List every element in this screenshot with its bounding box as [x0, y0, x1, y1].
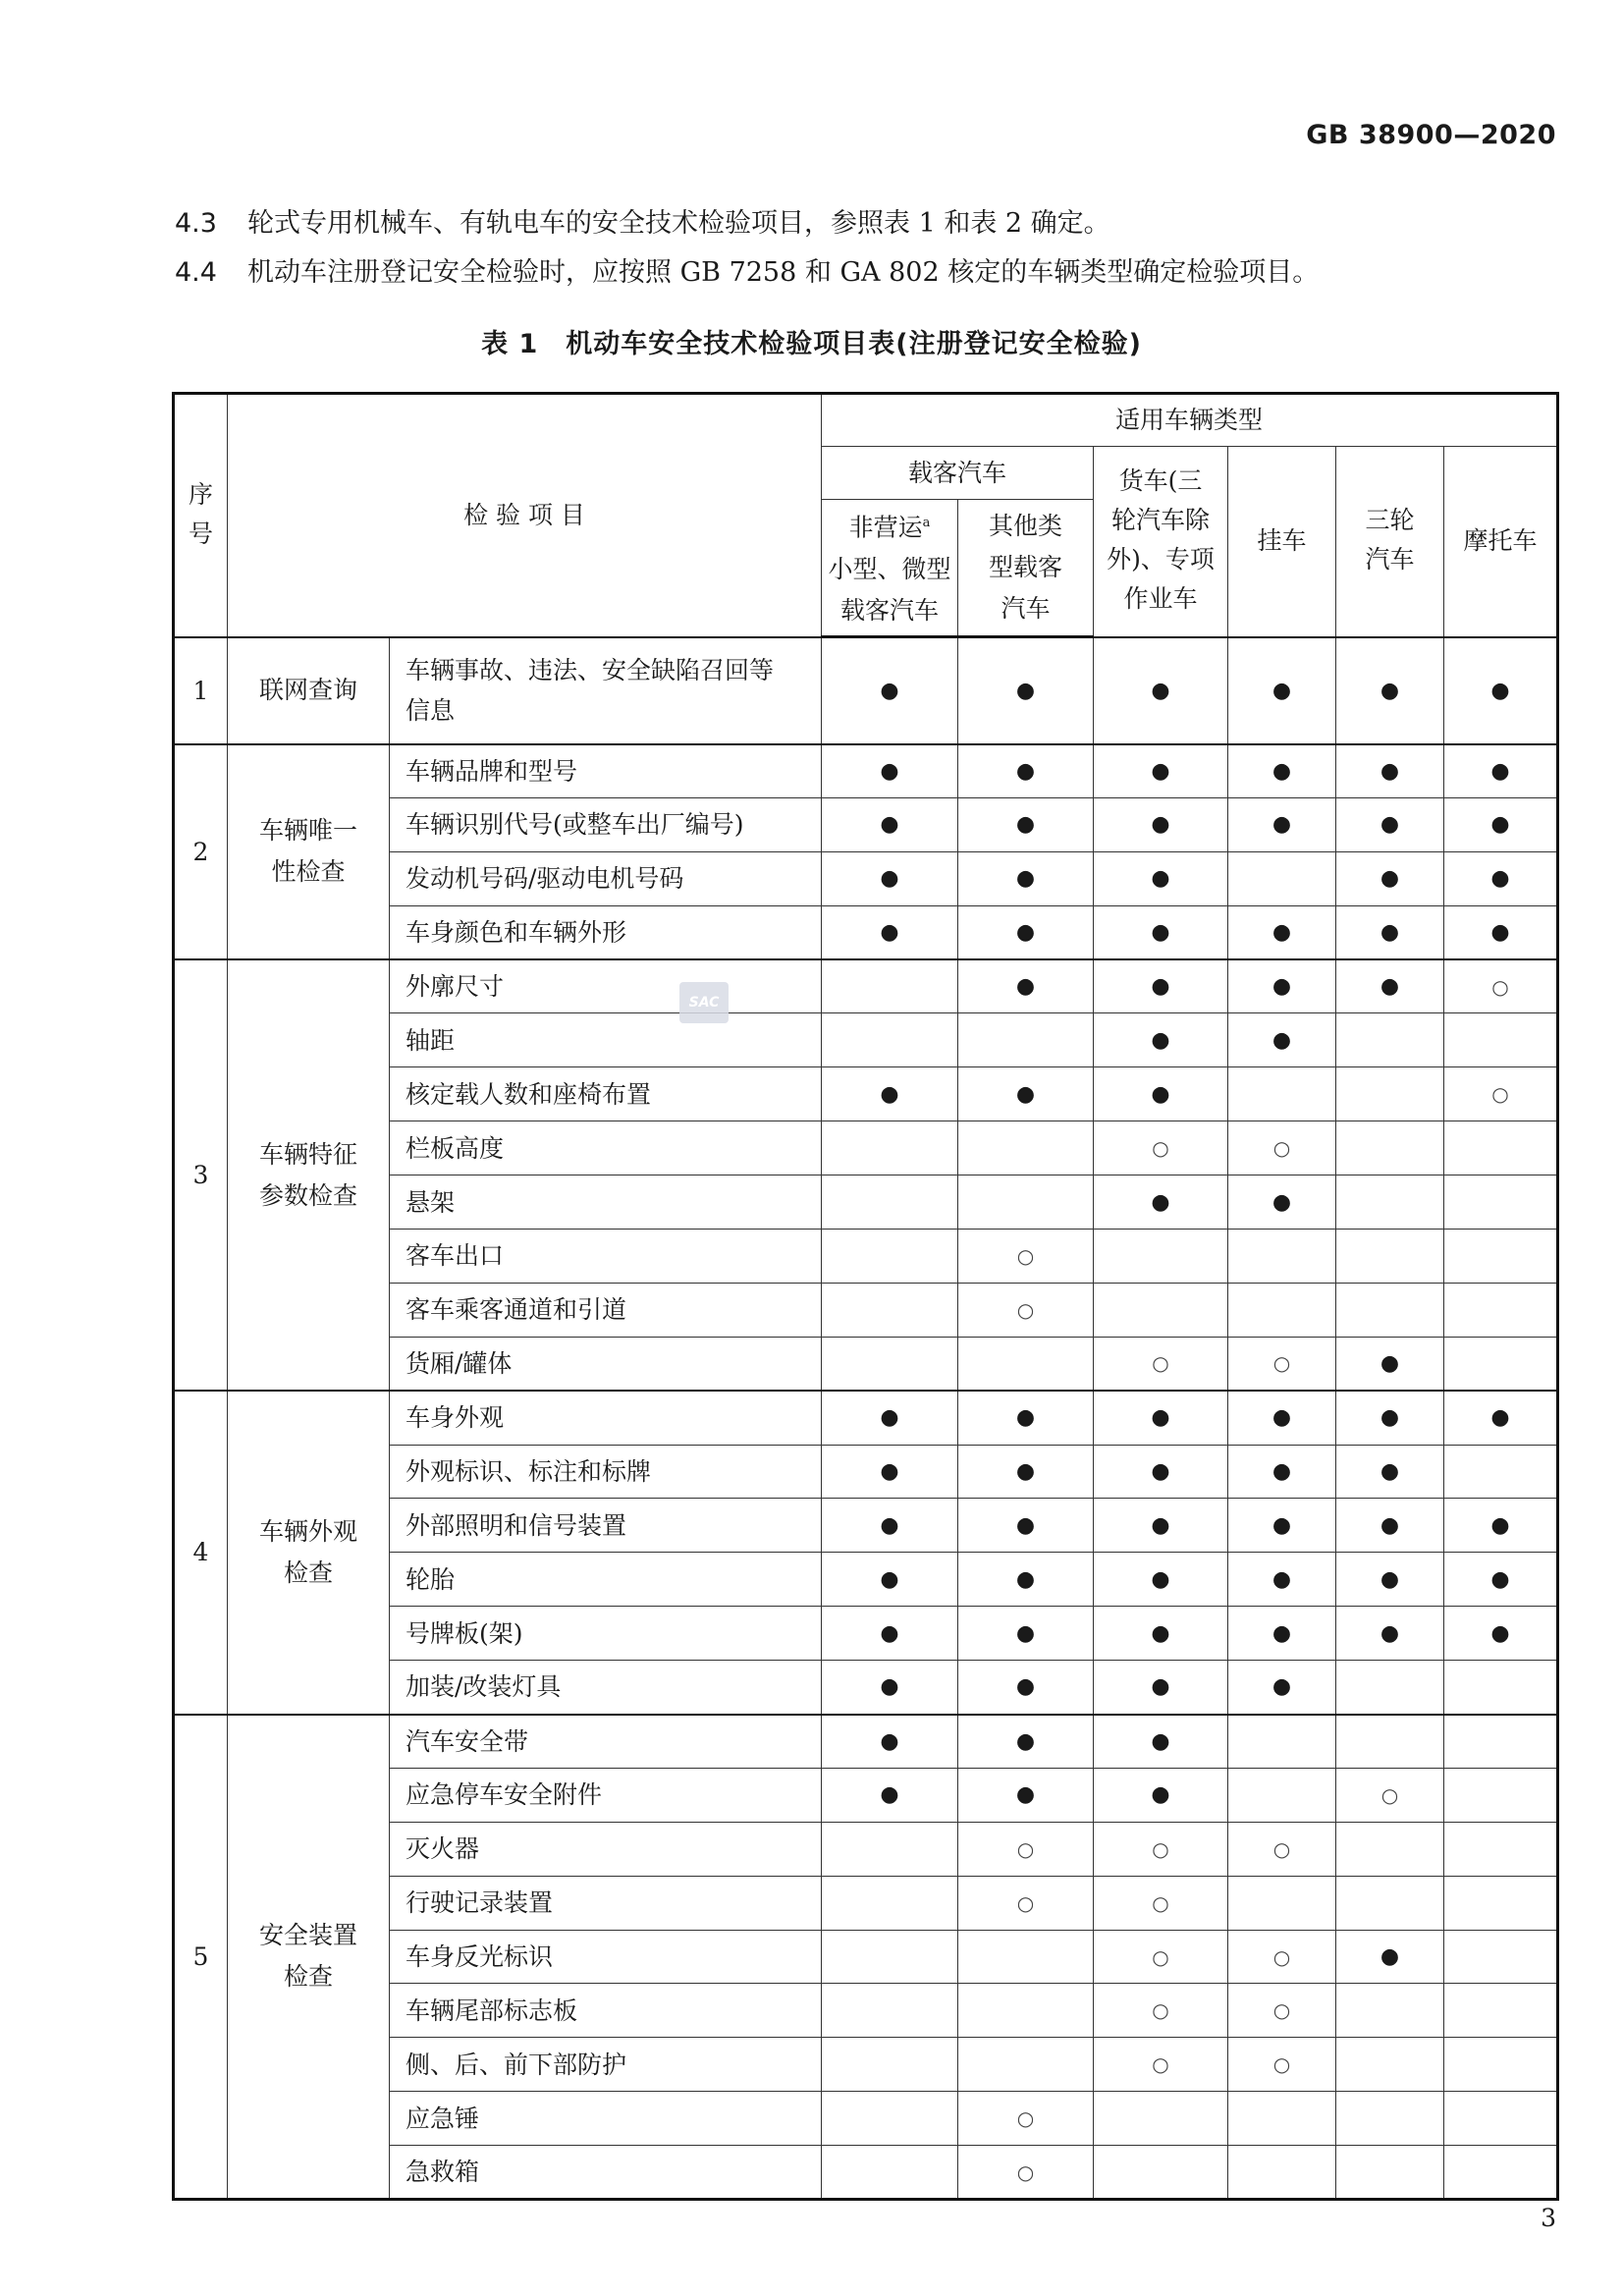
required-mark: ● — [1336, 797, 1444, 851]
required-mark: ● — [822, 1768, 958, 1822]
required-mark: ● — [1228, 1607, 1336, 1661]
optional-mark: ○ — [1444, 959, 1558, 1013]
optional-mark: ○ — [958, 1230, 1094, 1284]
required-mark: ● — [958, 797, 1094, 851]
inspection-item: 外廓尺寸 — [390, 959, 822, 1013]
required-mark: ● — [958, 1067, 1094, 1121]
empty-cell — [822, 2092, 958, 2146]
required-mark: ● — [1444, 797, 1558, 851]
empty-cell — [1228, 2146, 1336, 2200]
inspection-item: 应急停车安全附件 — [390, 1768, 822, 1822]
inspection-item: 车辆事故、违法、安全缺陷召回等 信息 — [390, 637, 822, 744]
empty-cell — [1336, 1876, 1444, 1930]
header-non-commercial-small: 非营运$^a$ 小型、微型 载客汽车 — [822, 500, 958, 637]
required-mark: ● — [1444, 851, 1558, 905]
required-mark: ● — [1336, 851, 1444, 905]
required-mark: ● — [958, 1661, 1094, 1715]
required-mark: ● — [1094, 959, 1228, 1013]
optional-mark: ○ — [1228, 1984, 1336, 2038]
empty-cell — [822, 1337, 958, 1391]
inspection-item: 灭火器 — [390, 1822, 822, 1876]
required-mark: ● — [958, 905, 1094, 959]
inspection-item: 应急锤 — [390, 2092, 822, 2146]
required-mark: ● — [1094, 851, 1228, 905]
empty-cell — [1444, 1768, 1558, 1822]
header-trailers: 挂车 — [1228, 447, 1336, 637]
required-mark: ● — [1444, 1499, 1558, 1553]
inspection-item: 车辆识别代号(或整车出厂编号) — [390, 797, 822, 851]
inspection-item: 车身外观 — [390, 1391, 822, 1445]
required-mark: ● — [1228, 905, 1336, 959]
required-mark: ● — [1094, 1445, 1228, 1499]
empty-cell — [822, 2038, 958, 2092]
clause-number: 4.4 — [175, 257, 217, 288]
required-mark: ● — [958, 1391, 1094, 1445]
empty-cell — [1228, 1715, 1336, 1769]
group-name: 车辆外观 检查 — [228, 1391, 390, 1714]
header-motorcycles: 摩托车 — [1444, 447, 1558, 637]
inspection-item: 外部照明和信号装置 — [390, 1499, 822, 1553]
page-number: 3 — [1541, 2204, 1556, 2232]
required-mark: ● — [1094, 1391, 1228, 1445]
required-mark: ● — [958, 637, 1094, 744]
clause-text: 轮式专用机械车、有轨电车的安全技术检验项目，参照表 1 和表 2 确定。 — [247, 208, 1110, 239]
optional-mark: ○ — [1228, 2038, 1336, 2092]
inspection-item: 轮胎 — [390, 1553, 822, 1607]
required-mark: ● — [1228, 1553, 1336, 1607]
optional-mark: ○ — [958, 1283, 1094, 1337]
required-mark: ● — [1094, 1553, 1228, 1607]
empty-cell — [1336, 1175, 1444, 1230]
empty-cell — [958, 1175, 1094, 1230]
empty-cell — [1336, 2038, 1444, 2092]
table-row — [174, 959, 1558, 1013]
required-mark: ● — [1094, 1067, 1228, 1121]
clause-4-4 — [175, 250, 1319, 289]
group-seq: 2 — [174, 744, 228, 960]
required-mark: ● — [1094, 744, 1228, 798]
required-mark: ● — [1228, 1499, 1336, 1553]
required-mark: ● — [822, 637, 958, 744]
empty-cell — [1444, 2092, 1558, 2146]
group-seq: 1 — [174, 637, 228, 744]
empty-cell — [1444, 1984, 1558, 2038]
required-mark: ● — [822, 1391, 958, 1445]
empty-cell — [822, 1876, 958, 1930]
required-mark: ● — [1094, 1768, 1228, 1822]
table-row — [174, 637, 1558, 744]
group-name: 安全装置 检查 — [228, 1715, 390, 2200]
empty-cell — [1444, 1121, 1558, 1175]
empty-cell — [1444, 2038, 1558, 2092]
required-mark: ● — [958, 1768, 1094, 1822]
required-mark: ● — [1228, 1391, 1336, 1445]
table-row — [174, 744, 1558, 798]
empty-cell — [822, 2146, 958, 2200]
empty-cell — [1228, 1768, 1336, 1822]
empty-cell — [958, 1984, 1094, 2038]
header-seq: 序 号 — [174, 394, 228, 637]
empty-cell — [1336, 1984, 1444, 2038]
group-name: 车辆特征 参数检查 — [228, 959, 390, 1391]
empty-cell — [958, 1930, 1094, 1984]
inspection-table — [172, 392, 1559, 2201]
required-mark: ● — [1228, 637, 1336, 744]
required-mark: ● — [822, 744, 958, 798]
header-applicable-types: 适用车辆类型 — [822, 394, 1558, 447]
empty-cell — [822, 959, 958, 1013]
required-mark: ● — [1444, 637, 1558, 744]
empty-cell — [1444, 1013, 1558, 1067]
optional-mark: ○ — [1228, 1121, 1336, 1175]
empty-cell — [1228, 1230, 1336, 1284]
inspection-item: 悬架 — [390, 1175, 822, 1230]
required-mark: ● — [1336, 1391, 1444, 1445]
required-mark: ● — [958, 959, 1094, 1013]
required-mark: ● — [1336, 1553, 1444, 1607]
empty-cell — [1336, 1715, 1444, 1769]
required-mark: ● — [1336, 959, 1444, 1013]
empty-cell — [1228, 1283, 1336, 1337]
required-mark: ● — [1094, 1499, 1228, 1553]
empty-cell — [1444, 1337, 1558, 1391]
required-mark: ● — [1228, 1445, 1336, 1499]
inspection-item: 车身反光标识 — [390, 1930, 822, 1984]
inspection-item: 车辆品牌和型号 — [390, 744, 822, 798]
optional-mark: ○ — [1228, 1337, 1336, 1391]
empty-cell — [958, 2038, 1094, 2092]
sac-watermark-logo: SAC — [679, 982, 729, 1023]
table-row — [174, 1715, 1558, 1769]
clause-text: 机动车注册登记安全检验时，应按照 GB 7258 和 GA 802 核定的车辆类型确定检验项目。 — [247, 257, 1320, 288]
group-seq: 5 — [174, 1715, 228, 2200]
empty-cell — [822, 1283, 958, 1337]
inspection-item: 栏板高度 — [390, 1121, 822, 1175]
required-mark: ● — [1094, 1175, 1228, 1230]
clause-number: 4.3 — [175, 208, 217, 239]
empty-cell — [1444, 1715, 1558, 1769]
required-mark: ● — [1336, 1930, 1444, 1984]
header-item: 检 验 项 目 — [228, 394, 822, 637]
required-mark: ● — [822, 1553, 958, 1607]
required-mark: ● — [958, 1445, 1094, 1499]
inspection-item: 车身颜色和车辆外形 — [390, 905, 822, 959]
required-mark: ● — [1444, 905, 1558, 959]
empty-cell — [1444, 1230, 1558, 1284]
required-mark: ● — [1094, 1013, 1228, 1067]
required-mark: ● — [822, 1067, 958, 1121]
required-mark: ● — [1094, 905, 1228, 959]
group-name: 车辆唯一 性检查 — [228, 744, 390, 960]
empty-cell — [1228, 1067, 1336, 1121]
empty-cell — [1444, 1445, 1558, 1499]
required-mark: ● — [1444, 1607, 1558, 1661]
table-row — [174, 1391, 1558, 1445]
inspection-item: 客车出口 — [390, 1230, 822, 1284]
required-mark: ● — [1336, 1445, 1444, 1499]
table-body — [174, 637, 1558, 2200]
empty-cell — [1444, 1822, 1558, 1876]
required-mark: ● — [822, 797, 958, 851]
empty-cell — [822, 1930, 958, 1984]
empty-cell — [1094, 2092, 1228, 2146]
inspection-item: 车辆尾部标志板 — [390, 1984, 822, 2038]
empty-cell — [1444, 1283, 1558, 1337]
required-mark: ● — [1228, 959, 1336, 1013]
empty-cell — [1336, 2146, 1444, 2200]
optional-mark: ○ — [1094, 1121, 1228, 1175]
empty-cell — [1336, 1822, 1444, 1876]
empty-cell — [1094, 1230, 1228, 1284]
required-mark: ● — [958, 851, 1094, 905]
required-mark: ● — [1444, 744, 1558, 798]
empty-cell — [1444, 1930, 1558, 1984]
empty-cell — [1444, 2146, 1558, 2200]
required-mark: ● — [958, 744, 1094, 798]
empty-cell — [1094, 1283, 1228, 1337]
empty-cell — [958, 1337, 1094, 1391]
required-mark: ● — [1336, 905, 1444, 959]
required-mark: ● — [1444, 1391, 1558, 1445]
empty-cell — [822, 1175, 958, 1230]
inspection-item: 行驶记录装置 — [390, 1876, 822, 1930]
empty-cell — [1228, 851, 1336, 905]
required-mark: ● — [1228, 744, 1336, 798]
inspection-item: 号牌板(架) — [390, 1607, 822, 1661]
optional-mark: ○ — [1336, 1768, 1444, 1822]
required-mark: ● — [822, 1499, 958, 1553]
required-mark: ● — [1444, 1553, 1558, 1607]
empty-cell — [1444, 1175, 1558, 1230]
required-mark: ● — [1094, 1715, 1228, 1769]
inspection-item: 侧、后、前下部防护 — [390, 2038, 822, 2092]
required-mark: ● — [822, 1445, 958, 1499]
empty-cell — [822, 1822, 958, 1876]
clause-4-3 — [175, 201, 1110, 240]
empty-cell — [1228, 1876, 1336, 1930]
optional-mark: ○ — [1094, 1337, 1228, 1391]
optional-mark: ○ — [1444, 1067, 1558, 1121]
required-mark: ● — [1228, 1175, 1336, 1230]
header-passenger-vehicles: 载客汽车 — [822, 447, 1094, 500]
required-mark: ● — [1094, 1607, 1228, 1661]
required-mark: ● — [1336, 1337, 1444, 1391]
required-mark: ● — [958, 1715, 1094, 1769]
inspection-item: 发动机号码/驱动电机号码 — [390, 851, 822, 905]
empty-cell — [822, 1013, 958, 1067]
required-mark: ● — [1228, 1013, 1336, 1067]
required-mark: ● — [1228, 797, 1336, 851]
required-mark: ● — [822, 1715, 958, 1769]
empty-cell — [1336, 1013, 1444, 1067]
optional-mark: ○ — [1228, 1822, 1336, 1876]
optional-mark: ○ — [958, 2092, 1094, 2146]
required-mark: ● — [958, 1499, 1094, 1553]
inspection-item: 加装/改装灯具 — [390, 1661, 822, 1715]
required-mark: ● — [1228, 1661, 1336, 1715]
table-title: 表 1 机动车安全技术检验项目表(注册登记安全检验) — [481, 329, 1142, 359]
group-name: 联网查询 — [228, 637, 390, 744]
inspection-item: 外观标识、标注和标牌 — [390, 1445, 822, 1499]
empty-cell — [822, 1984, 958, 2038]
optional-mark: ○ — [1094, 2038, 1228, 2092]
optional-mark: ○ — [958, 1876, 1094, 1930]
header-other-passenger: 其他类 型载客 汽车 — [958, 500, 1094, 637]
empty-cell — [822, 1121, 958, 1175]
empty-cell — [1444, 1876, 1558, 1930]
optional-mark: ○ — [1094, 1876, 1228, 1930]
empty-cell — [1336, 1067, 1444, 1121]
optional-mark: ○ — [1094, 1984, 1228, 2038]
header-trucks: 货车(三 轮汽车除 外)、专项 作业车 — [1094, 447, 1228, 637]
inspection-item: 轴距 — [390, 1013, 822, 1067]
required-mark: ● — [1094, 1661, 1228, 1715]
required-mark: ● — [822, 1607, 958, 1661]
required-mark: ● — [1094, 637, 1228, 744]
inspection-item: 急救箱 — [390, 2146, 822, 2200]
empty-cell — [1336, 2092, 1444, 2146]
required-mark: ● — [1336, 637, 1444, 744]
empty-cell — [822, 1230, 958, 1284]
required-mark: ● — [822, 1661, 958, 1715]
inspection-item: 汽车安全带 — [390, 1715, 822, 1769]
empty-cell — [1336, 1661, 1444, 1715]
required-mark: ● — [1336, 744, 1444, 798]
empty-cell — [1336, 1230, 1444, 1284]
inspection-item: 核定载人数和座椅布置 — [390, 1067, 822, 1121]
empty-cell — [1228, 2092, 1336, 2146]
optional-mark: ○ — [958, 1822, 1094, 1876]
required-mark: ● — [1336, 1607, 1444, 1661]
required-mark: ● — [822, 905, 958, 959]
optional-mark: ○ — [1094, 1822, 1228, 1876]
group-seq: 4 — [174, 1391, 228, 1714]
empty-cell — [958, 1013, 1094, 1067]
standard-code: GB 38900—2020 — [1306, 120, 1556, 150]
inspection-item: 客车乘客通道和引道 — [390, 1283, 822, 1337]
required-mark: ● — [958, 1607, 1094, 1661]
group-seq: 3 — [174, 959, 228, 1391]
required-mark: ● — [1094, 797, 1228, 851]
empty-cell — [1444, 1661, 1558, 1715]
empty-cell — [1094, 2146, 1228, 2200]
required-mark: ● — [958, 1553, 1094, 1607]
empty-cell — [1336, 1121, 1444, 1175]
inspection-item: 货厢/罐体 — [390, 1337, 822, 1391]
optional-mark: ○ — [1228, 1930, 1336, 1984]
optional-mark: ○ — [1094, 1930, 1228, 1984]
empty-cell — [1336, 1283, 1444, 1337]
header-three-wheelers: 三轮 汽车 — [1336, 447, 1444, 637]
required-mark: ● — [822, 851, 958, 905]
optional-mark: ○ — [958, 2146, 1094, 2200]
empty-cell — [958, 1121, 1094, 1175]
required-mark: ● — [1336, 1499, 1444, 1553]
